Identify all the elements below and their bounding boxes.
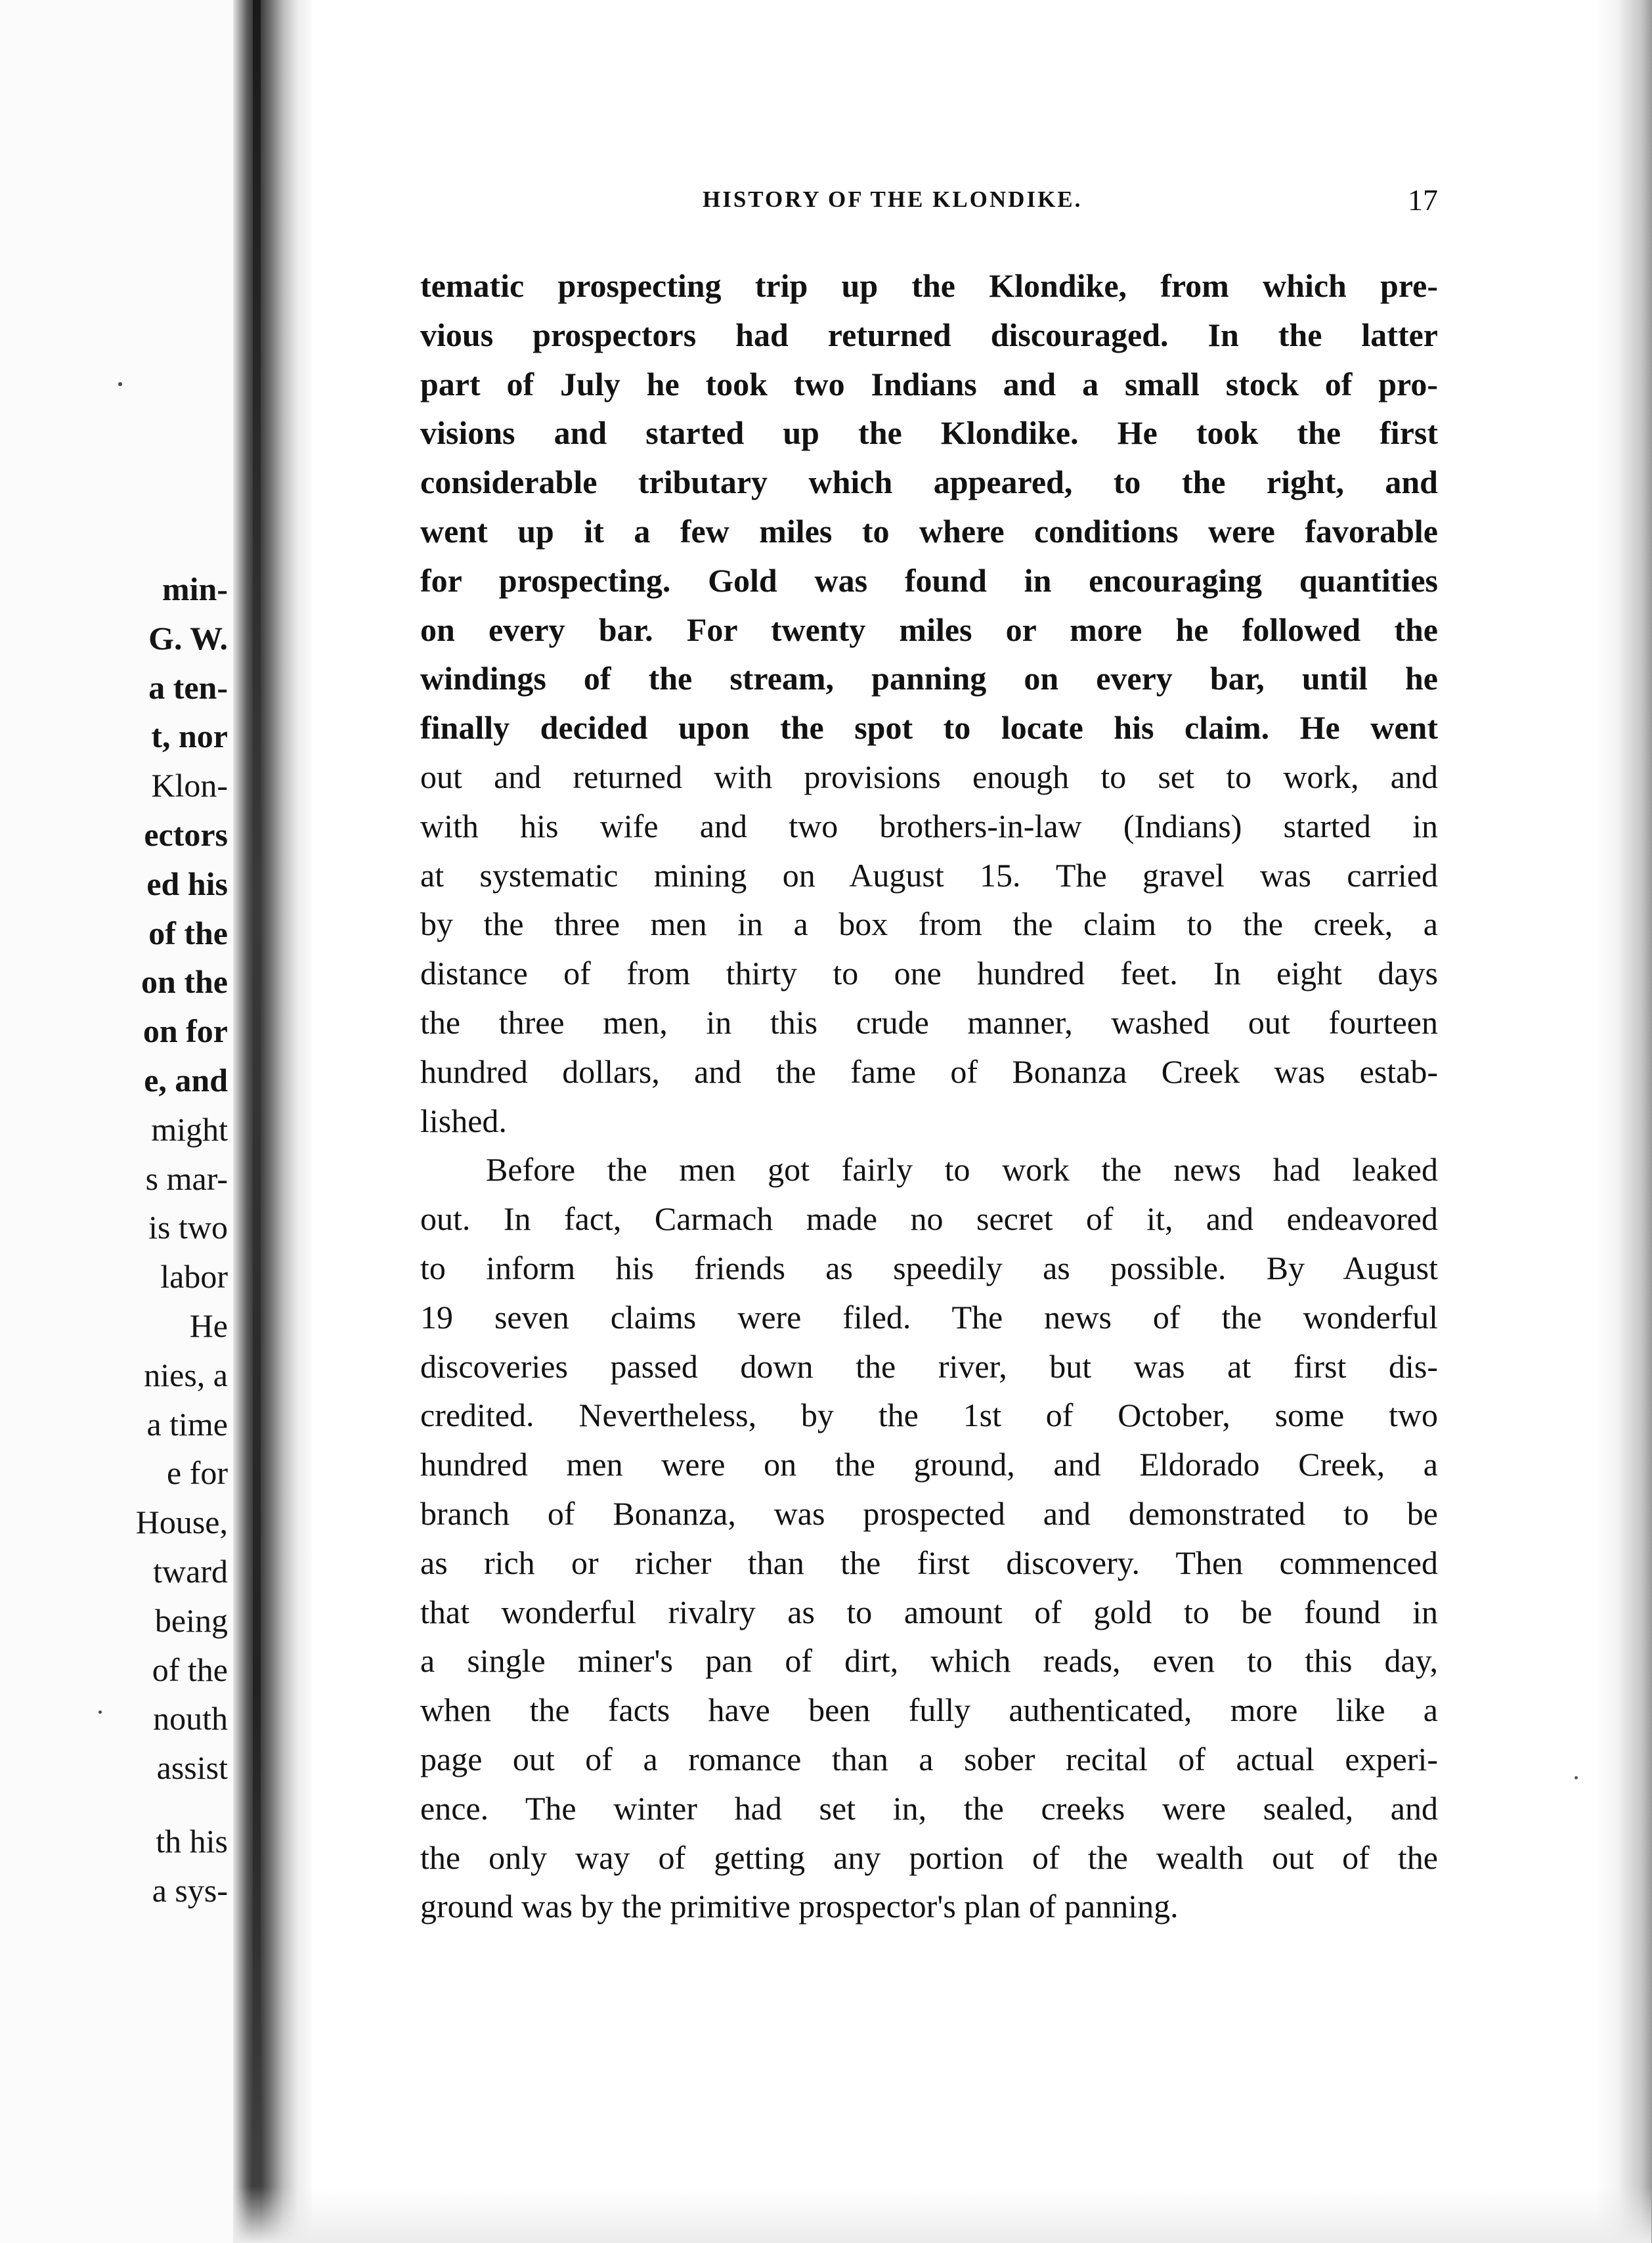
text-line: Before the men got fairly to work the news had leaked: [486, 1151, 1438, 1188]
text-line: page out of a romance than a sober recital of actual experi-: [420, 1740, 1438, 1777]
previous-page-line: of the: [148, 914, 228, 951]
previous-page-line: s mar-: [145, 1160, 228, 1197]
previous-page-line: Klon-: [151, 767, 228, 804]
previous-page-line: labor: [160, 1258, 228, 1296]
right-page-edge: [1596, 0, 1652, 2243]
paragraph-2: [420, 1145, 1438, 1931]
text-line: a single miner's pan of dirt, which reads, even to this day,: [420, 1642, 1438, 1680]
text-line: ence. The winter had set in, the creeks were sealed, and: [420, 1789, 1438, 1827]
previous-page-line: G. W.: [148, 619, 228, 657]
paragraph-1: [420, 261, 1438, 1145]
previous-page-line: e for: [167, 1454, 228, 1492]
page-edge-shadow: [253, 0, 261, 2243]
previous-page-line: is two: [148, 1209, 228, 1246]
previous-page-line: nouth: [153, 1700, 228, 1737]
previous-page-line: [5, 1793, 228, 1817]
text-line: finally decided upon the spot to locate his claim. He went: [420, 709, 1438, 747]
previous-page-line: might: [151, 1110, 228, 1148]
running-title: HISTORY OF THE KLONDIKE.: [703, 186, 1083, 212]
text-line: 19 seven claims were filed. The news of the wonderful: [420, 1298, 1438, 1336]
text-line: distance of from thirty to one hundred feet. In eight days: [420, 955, 1438, 992]
text-line: the only way of getting any portion of the wealth out of the: [420, 1839, 1438, 1876]
previous-page-line: He: [189, 1307, 228, 1344]
text-line: out and returned with provisions enough to set to work, and: [420, 758, 1438, 795]
text-line: for prospecting. Gold was found in encouraging quantities: [420, 561, 1438, 599]
text-line: as rich or richer than the first discovery. Then commenced: [420, 1544, 1438, 1581]
previous-page-line: being: [154, 1601, 228, 1639]
previous-page-line: House,: [135, 1504, 228, 1541]
previous-page-text: [5, 565, 228, 1915]
previous-page-line: nies, a: [144, 1356, 228, 1393]
text-line: credited. Nevertheless, by the 1st of October, some two: [420, 1397, 1438, 1434]
text-line: vious prospectors had returned discouraged. In the latter: [420, 316, 1438, 353]
previous-page-line: e, and: [144, 1061, 228, 1099]
previous-page-line: a sys-: [152, 1871, 228, 1909]
previous-page-line: t, nor: [151, 718, 228, 755]
text-line: on every bar. For twenty miles or more he followed the: [420, 611, 1438, 648]
previous-page-line: min-: [162, 571, 228, 607]
text-line: to inform his friends as speedily as possible. By August: [420, 1249, 1438, 1286]
previous-page-line: ectors: [144, 816, 228, 853]
text-line: branch of Bonanza, was prospected and demonstrated to be: [420, 1494, 1438, 1532]
text-line: that wonderful rivalry as to amount of gold to be found in: [420, 1593, 1438, 1630]
previous-page-line: ed his: [146, 865, 228, 902]
text-line: discoveries passed down the river, but was at first dis-: [420, 1347, 1438, 1385]
previous-page-line: a time: [146, 1405, 228, 1443]
previous-page-line: on the: [141, 963, 228, 1001]
text-line: considerable tributary which appeared, to the right, and: [420, 464, 1438, 501]
previous-page-fragment: [0, 0, 233, 2243]
ink-speck: [118, 382, 122, 386]
text-line: part of July he took two Indians and a small stock of pro-: [420, 365, 1438, 403]
text-line: visions and started up the Klondike. He took the first: [420, 414, 1438, 452]
page-number: 17: [1408, 183, 1438, 217]
ink-speck: [1575, 1776, 1578, 1779]
previous-page-line: assist: [156, 1749, 228, 1787]
previous-page-line: of the: [152, 1651, 228, 1688]
text-line: by the three men in a box from the claim to the creek, a: [420, 905, 1438, 943]
text-line: hundred men were on the ground, and Eldorado Creek, a: [420, 1446, 1438, 1483]
page-body: [420, 261, 1438, 1931]
text-line: tematic prospecting trip up the Klondike, from which pre-: [420, 267, 1438, 304]
text-line: went up it a few miles to where conditions were favorable: [420, 512, 1438, 550]
book-gutter: [233, 0, 312, 2243]
text-line: lished.: [420, 1102, 507, 1139]
previous-page-line: on for: [142, 1013, 228, 1050]
bottom-page-shadow: [233, 2187, 1651, 2243]
text-line: out. In fact, Carmach made no secret of it, and endeavored: [420, 1200, 1438, 1238]
text-line: at systematic mining on August 15. The gravel was carried: [420, 856, 1438, 894]
text-line: the three men, in this crude manner, washed out fourteen: [420, 1003, 1438, 1041]
running-head: [420, 183, 1438, 226]
previous-page-line: a ten-: [148, 668, 228, 706]
text-line: with his wife and two brothers-in-law (Indians) started in: [420, 807, 1438, 844]
text-line: windings of the stream, panning on every bar, until he: [420, 660, 1438, 697]
text-line: ground was by the primitive prospector's plan of panning.: [420, 1888, 1179, 1925]
previous-page-line: tward: [153, 1552, 228, 1590]
text-line: when the facts have been fully authenticated, more like a: [420, 1691, 1438, 1729]
previous-page-line: th his: [156, 1822, 228, 1860]
text-line: hundred dollars, and the fame of Bonanza Creek was estab-: [420, 1053, 1438, 1090]
